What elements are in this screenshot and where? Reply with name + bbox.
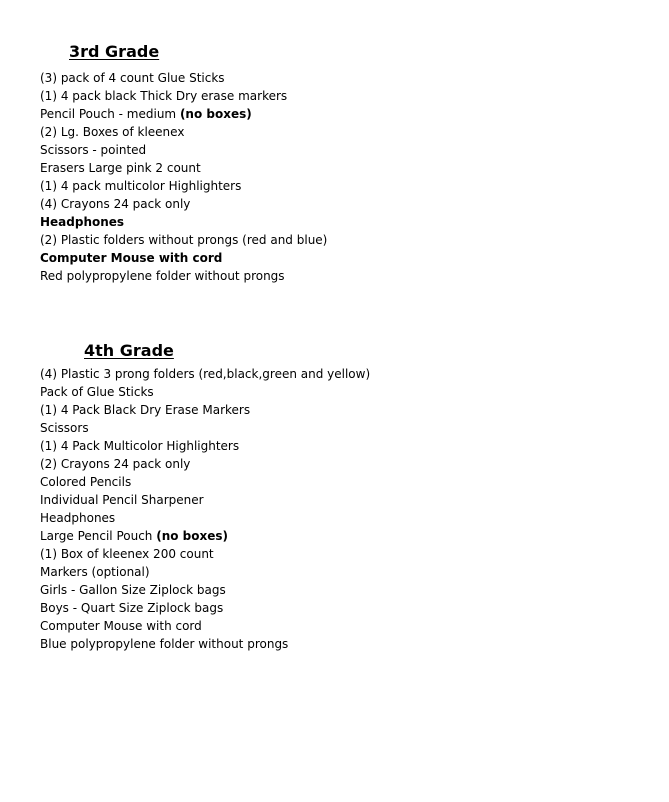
supply-item (40, 437, 640, 455)
supply-item (40, 177, 640, 195)
supply-item (40, 599, 640, 617)
supply-item-text: (2) Crayons 24 pack only (40, 457, 191, 471)
supply-item (40, 527, 640, 545)
supply-item (40, 267, 640, 285)
supply-item-text: (1) 4 Pack Black Dry Erase Markers (40, 403, 251, 417)
fourth-grade-supply-list (40, 365, 640, 653)
fourth-grade-section (40, 340, 640, 653)
supply-item-text: (2) Lg. Boxes of kleenex (40, 125, 185, 139)
supply-item (40, 383, 640, 401)
supply-item-text: Pencil Pouch - medium (40, 107, 180, 121)
third-grade-section (40, 41, 640, 285)
supply-item-text: (1) 4 pack black Thick Dry erase markers (40, 89, 288, 103)
supply-item-text: (1) 4 Pack Multicolor Highlighters (40, 439, 240, 453)
supply-item (40, 213, 640, 231)
supply-item-text: Blue polypropylene folder without prongs (40, 637, 289, 651)
supply-item (40, 635, 640, 653)
supply-item (40, 563, 640, 581)
supply-item (40, 581, 640, 599)
third-grade-title: 3rd Grade (69, 42, 160, 61)
supply-item (40, 509, 640, 527)
supply-item (40, 231, 640, 249)
supply-item (40, 123, 640, 141)
supply-item-text: Markers (optional) (40, 565, 150, 579)
supply-item-text: Red polypropylene folder without prongs (40, 269, 285, 283)
supply-item (40, 249, 640, 267)
supply-item-text: (1) 4 pack multicolor Highlighters (40, 179, 242, 193)
supply-item-text: Large Pencil Pouch (40, 529, 157, 543)
supply-item (40, 455, 640, 473)
supply-item (40, 617, 640, 635)
supply-item (40, 545, 640, 563)
supply-item-text: Scissors (40, 421, 89, 435)
fourth-grade-title: 4th Grade (84, 341, 174, 360)
supply-item-text: Colored Pencils (40, 475, 132, 489)
third-grade-supply-list (40, 69, 640, 285)
supply-item-text: (4) Plastic 3 prong folders (red,black,green and yellow) (40, 367, 371, 381)
supply-item (40, 419, 640, 437)
supply-item (40, 401, 640, 419)
supply-item-text: Girls - Gallon Size Ziplock bags (40, 583, 226, 597)
supply-item-text: Boys - Quart Size Ziplock bags (40, 601, 224, 615)
supply-item-text: (4) Crayons 24 pack only (40, 197, 191, 211)
supply-item-text: (3) pack of 4 count Glue Sticks (40, 71, 225, 85)
supply-item-text: (2) Plastic folders without prongs (red and blue) (40, 233, 328, 247)
supply-item (40, 87, 640, 105)
supply-item (40, 159, 640, 177)
supply-item-text: Individual Pencil Sharpener (40, 493, 204, 507)
supply-item (40, 141, 640, 159)
supply-item-text: Erasers Large pink 2 count (40, 161, 201, 175)
supply-item (40, 365, 640, 383)
supply-item-text: Headphones (40, 215, 125, 229)
supply-item-text: Computer Mouse with cord (40, 251, 223, 265)
supply-item-text: Computer Mouse with cord (40, 619, 202, 633)
supply-item (40, 105, 640, 123)
supply-item (40, 195, 640, 213)
supply-item-text: Headphones (40, 511, 116, 525)
supply-item-text: Pack of Glue Sticks (40, 385, 154, 399)
supply-item-text: Scissors - pointed (40, 143, 147, 157)
supply-item (40, 491, 640, 509)
supply-item (40, 69, 640, 87)
supply-item-note: (no boxes) (156, 529, 229, 543)
supply-item-text: (1) Box of kleenex 200 count (40, 547, 214, 561)
supply-item-note: (no boxes) (179, 107, 252, 121)
supply-item (40, 473, 640, 491)
